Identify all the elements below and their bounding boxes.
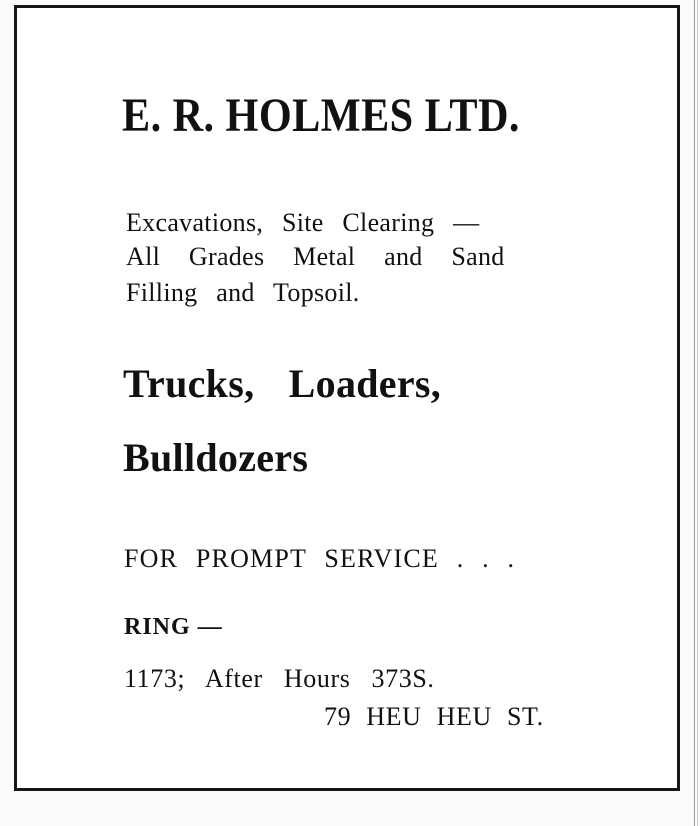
services-line: All Grades Metal and Sand: [126, 242, 505, 271]
company-name: E. R. HOLMES LTD.: [122, 89, 520, 142]
page-edge-line: [694, 0, 695, 826]
prompt-service-text: FOR PROMPT SERVICE . . .: [124, 544, 516, 573]
services-line: Filling and Topsoil.: [126, 278, 360, 307]
phone-numbers: 1173; After Hours 373S.: [124, 664, 435, 693]
services-line: Excavations, Site Clearing —: [126, 208, 480, 237]
ring-label: RING —: [124, 614, 223, 640]
equipment-line: Trucks, Loaders,: [123, 361, 442, 406]
street-address: 79 HEU HEU ST.: [324, 702, 544, 731]
page-edge-line: [697, 0, 698, 826]
equipment-line: Bulldozers: [123, 435, 309, 480]
